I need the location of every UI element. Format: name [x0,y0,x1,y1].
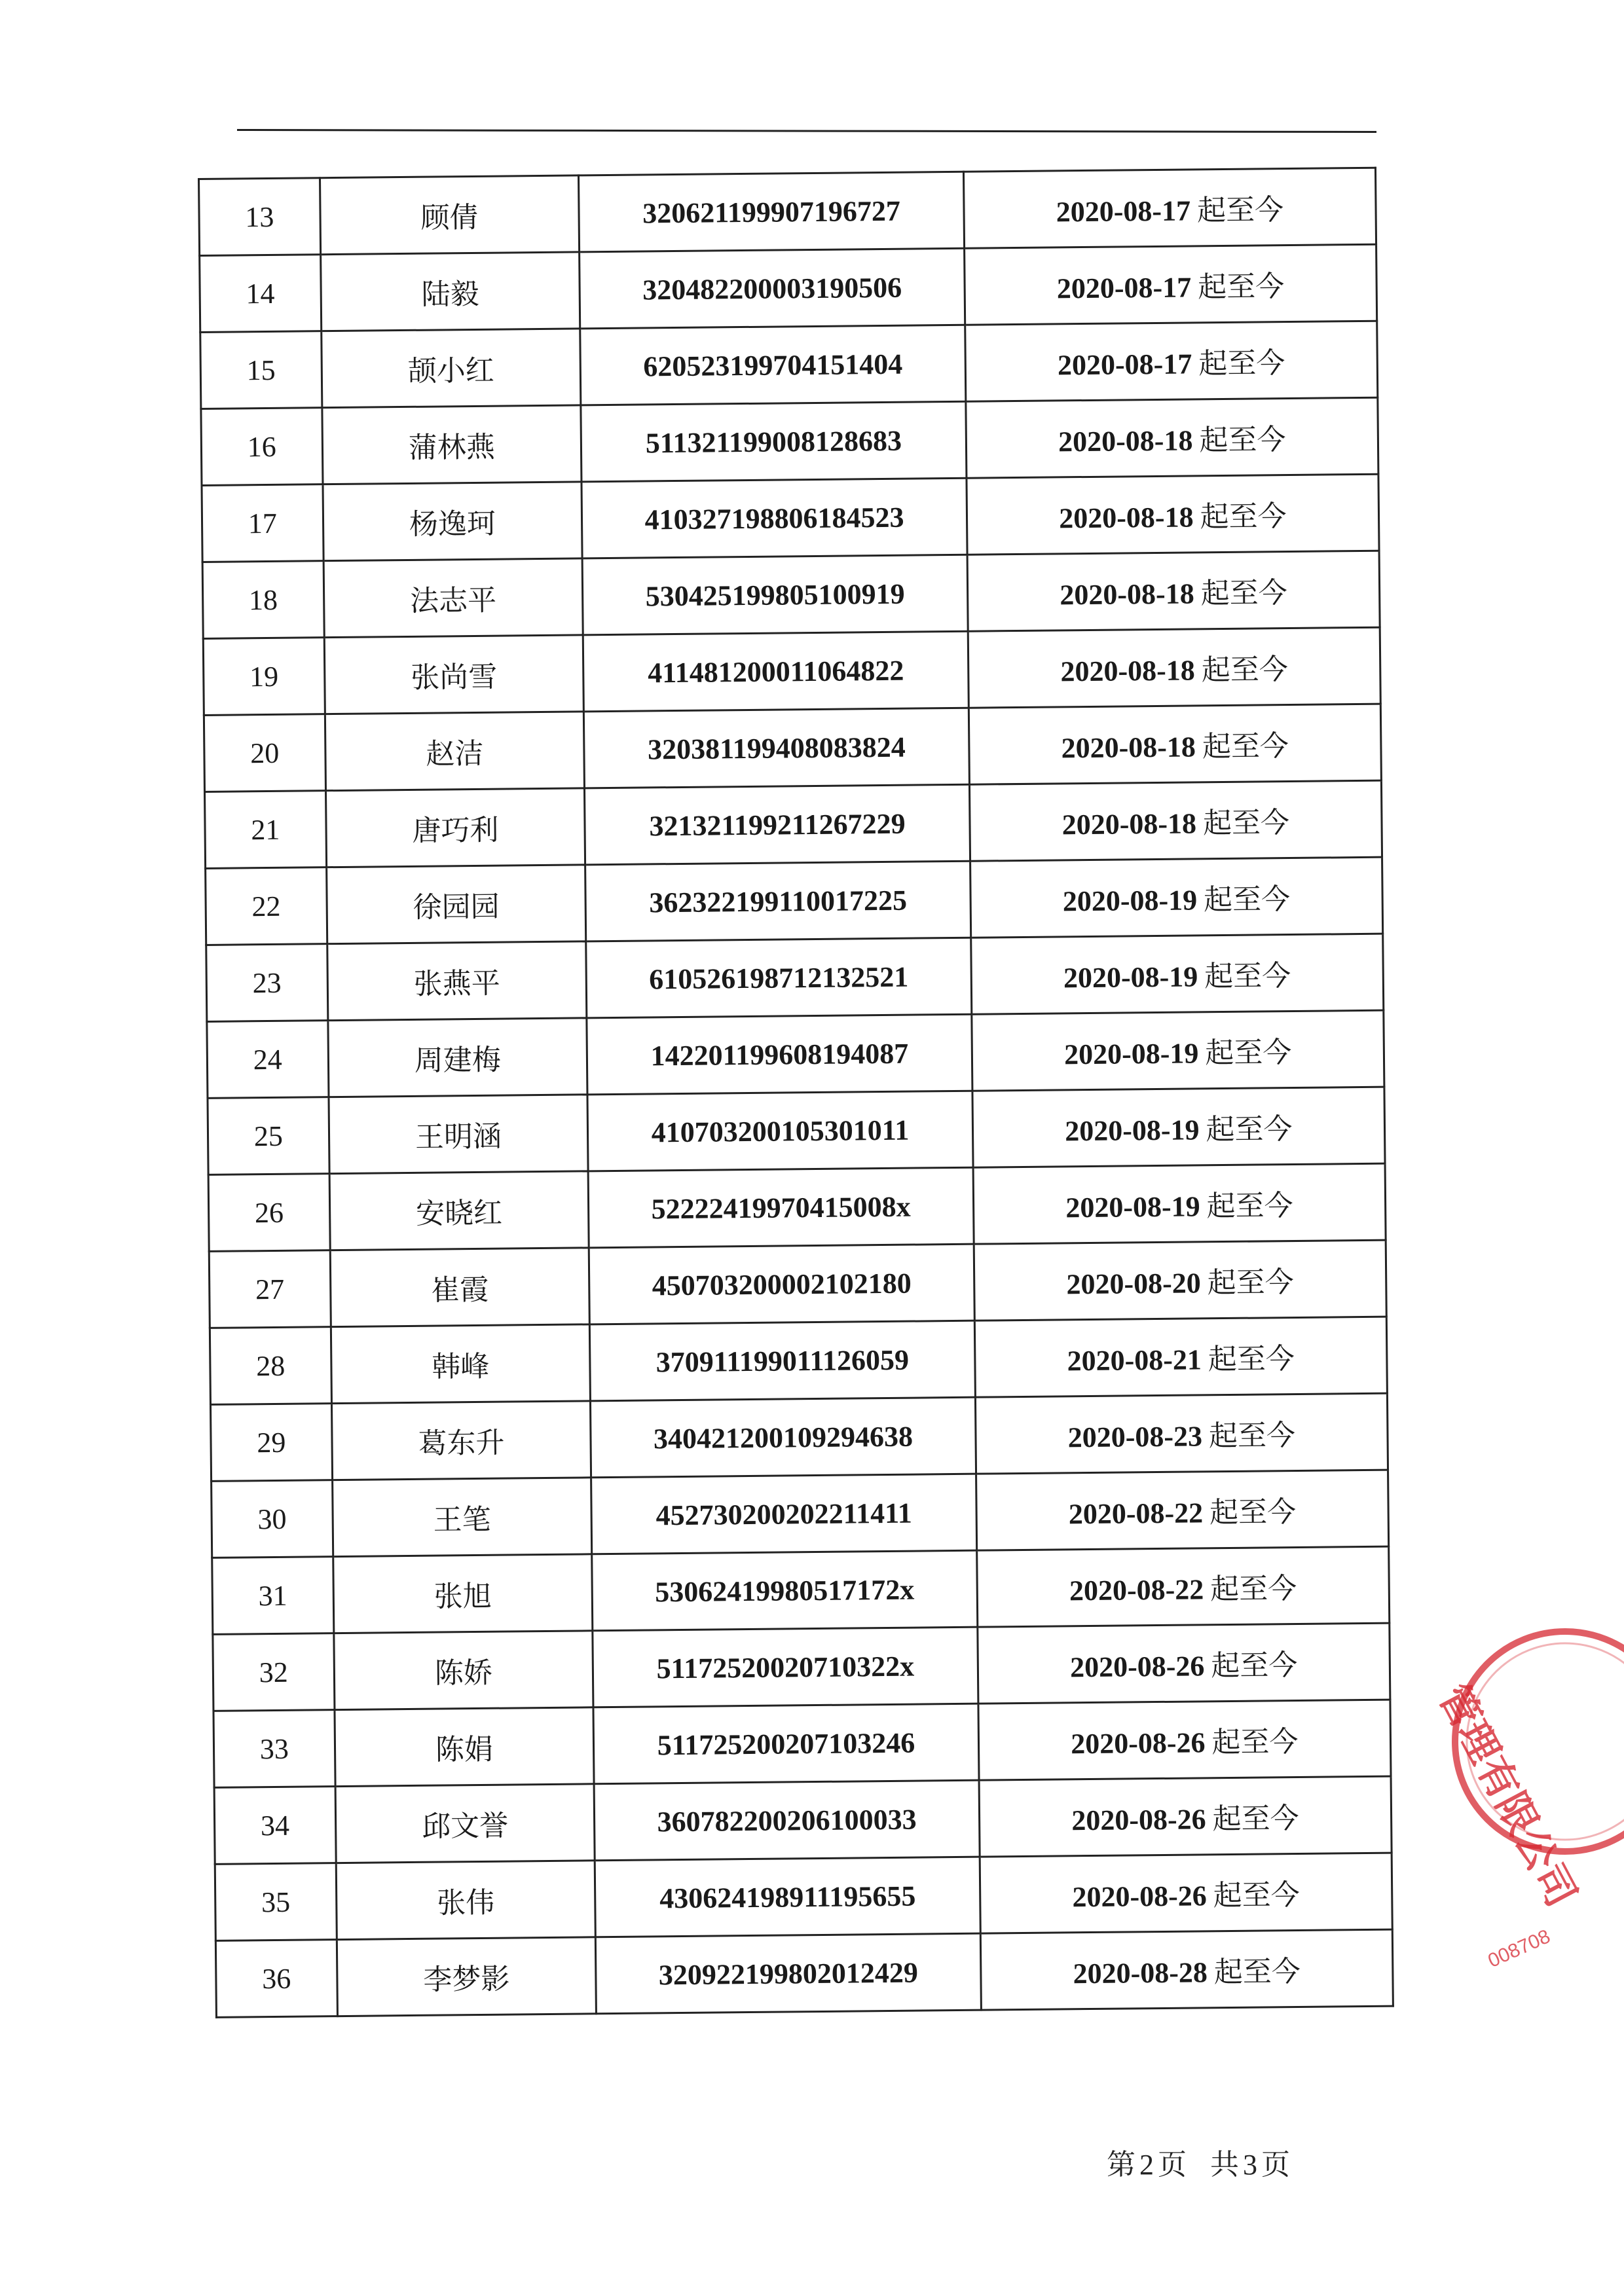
start-date-cell [966,397,1378,478]
id-number-cell: 320922199802012429 [596,1933,982,2014]
start-date-cell [969,780,1382,861]
start-date-suffix: 起至今 [1203,883,1291,917]
start-date: 2020-08-20 [1066,1267,1202,1301]
id-number-cell: 362322199110017225 [585,861,971,941]
footer-total-word: 页 [1261,2148,1290,2181]
id-number-cell: 610526198712132521 [586,938,972,1018]
id-number-cell: 51172520020710322x [593,1627,978,1707]
roster-table-body [199,168,1393,2017]
table-row [206,934,1384,1021]
row-number-cell: 33 [213,1710,335,1788]
start-date: 2020-08-18 [1060,577,1194,611]
start-date-suffix: 起至今 [1196,193,1284,228]
name-cell: 张燕平 [327,941,587,1021]
start-date: 2020-08-17 [1056,194,1191,228]
name-cell: 唐巧利 [325,788,585,867]
id-number-cell: 320621199907196727 [579,172,965,252]
name-cell: 张旭 [333,1554,593,1633]
start-date-suffix: 起至今 [1202,729,1289,764]
id-number-cell: 620523199704151404 [580,325,966,405]
start-date-cell [978,1700,1391,1780]
start-date-suffix: 起至今 [1197,270,1285,304]
row-number-cell: 28 [210,1327,331,1405]
name-cell: 蒲林燕 [322,405,581,484]
start-date-cell [976,1470,1388,1550]
start-date-suffix: 起至今 [1208,1419,1296,1453]
start-date-suffix: 起至今 [1211,1648,1298,1683]
start-date-suffix: 起至今 [1204,959,1291,994]
name-cell: 陈娇 [333,1631,593,1710]
company-seal-code: 008708 [1485,1925,1554,1972]
start-date-cell [963,168,1376,248]
table-row [202,551,1380,638]
table-row [199,168,1376,255]
id-number-cell: 511725200207103246 [593,1704,979,1784]
start-date: 2020-08-18 [1061,807,1197,841]
name-cell: 葛东升 [331,1401,591,1480]
roster-table-wrapper [198,167,1394,2018]
start-date-cell [967,551,1380,631]
row-number-cell: 16 [201,408,323,486]
start-date: 2020-08-26 [1071,1803,1206,1837]
id-number-cell: 511321199008128683 [581,401,967,482]
row-number-cell: 34 [214,1787,336,1865]
page-footer [1107,2141,1290,2183]
footer-total-prefix: 共 [1210,2148,1239,2181]
table-row [200,321,1378,409]
table-row [204,780,1382,868]
start-date: 2020-08-21 [1067,1343,1202,1377]
start-date-suffix: 起至今 [1200,500,1287,534]
start-date-cell [973,1163,1386,1244]
name-cell: 周建梅 [327,1018,587,1097]
row-number-cell: 30 [212,1480,333,1558]
name-cell: 顾倩 [320,175,580,255]
name-cell: 杨逸珂 [323,482,583,561]
table-row [200,244,1377,332]
table-row [213,1700,1391,1787]
name-cell: 韩峰 [331,1324,591,1404]
start-date-suffix: 起至今 [1200,576,1287,611]
row-number-cell: 17 [202,484,323,562]
start-date-cell [974,1240,1386,1321]
start-date: 2020-08-18 [1060,654,1196,688]
start-date-cell [980,1929,1393,2010]
row-number-cell: 31 [212,1557,334,1635]
start-date: 2020-08-26 [1072,1880,1208,1914]
start-date: 2020-08-19 [1063,1037,1199,1071]
start-date: 2020-08-19 [1063,960,1198,994]
start-date: 2020-08-23 [1067,1420,1203,1454]
table-row [212,1546,1390,1634]
start-date-suffix: 起至今 [1205,1036,1292,1070]
start-date-cell [965,321,1377,401]
start-date: 2020-08-22 [1069,1573,1204,1607]
row-number-cell: 22 [206,867,327,945]
start-date-suffix: 起至今 [1207,1266,1295,1300]
row-number-cell: 19 [203,638,325,716]
name-cell: 王明涵 [329,1095,589,1174]
start-date: 2020-08-28 [1073,1956,1208,1990]
footer-page-word: 页 [1158,2148,1187,2181]
start-date: 2020-08-18 [1059,501,1194,535]
start-date-cell [970,857,1382,938]
start-date: 2020-08-17 [1056,271,1192,305]
start-date: 2020-08-19 [1065,1190,1200,1224]
row-number-cell: 24 [207,1021,329,1099]
footer-prefix: 第 [1107,2148,1135,2181]
start-date: 2020-08-17 [1057,348,1192,382]
id-number-cell: 450703200002102180 [589,1244,975,1324]
row-number-cell: 26 [208,1174,330,1252]
row-number-cell: 36 [215,1940,337,2018]
header-rule [237,129,1376,133]
start-date-cell [972,1010,1384,1091]
start-date-cell [968,627,1380,708]
name-cell: 张尚雪 [324,635,584,714]
start-date-suffix: 起至今 [1213,1878,1301,1913]
table-row [201,397,1378,485]
start-date: 2020-08-26 [1069,1650,1205,1684]
table-row [203,627,1380,715]
table-row [210,1393,1388,1481]
id-number-cell: 52222419970415008x [588,1167,974,1248]
id-number-cell: 410703200105301011 [587,1091,973,1171]
table-row [214,1776,1392,1864]
table-row [215,1853,1392,1941]
table-row [208,1163,1386,1251]
table-row [212,1470,1389,1558]
row-number-cell: 27 [209,1250,331,1328]
start-date-cell [978,1623,1390,1704]
row-number-cell: 14 [200,255,322,333]
start-date: 2020-08-26 [1070,1726,1206,1760]
start-date-suffix: 起至今 [1213,1954,1301,1990]
row-number-cell: 20 [204,714,325,792]
start-date: 2020-08-19 [1065,1114,1200,1148]
id-number-cell: 320381199408083824 [584,708,970,788]
start-date: 2020-08-18 [1058,424,1193,458]
id-number-cell: 142201199608194087 [587,1014,972,1095]
row-number-cell: 29 [210,1404,332,1482]
name-cell: 邱文誉 [335,1784,595,1863]
id-number-cell: 530425199805100919 [582,555,968,635]
start-date-cell [975,1393,1388,1474]
name-cell: 安晓红 [329,1171,589,1250]
table-row [208,1087,1385,1175]
table-row [210,1317,1387,1404]
start-date-suffix: 起至今 [1211,1724,1299,1760]
footer-current-page: 2 [1139,2149,1154,2181]
start-date-suffix: 起至今 [1206,1189,1293,1224]
name-cell: 赵洁 [325,712,585,791]
name-cell: 法志平 [323,558,583,638]
id-number-cell: 321321199211267229 [585,784,970,865]
id-number-cell: 411481200011064822 [583,631,969,712]
table-row [213,1623,1390,1711]
name-cell: 崔霞 [330,1248,590,1327]
start-date-suffix: 起至今 [1198,346,1285,381]
start-date-cell [964,244,1376,325]
table-row [204,704,1381,792]
row-number-cell: 35 [215,1863,337,1941]
start-date-cell [970,934,1383,1014]
row-number-cell: 21 [204,791,326,869]
start-date-suffix: 起至今 [1210,1571,1297,1607]
row-number-cell: 15 [200,331,322,409]
start-date-suffix: 起至今 [1201,653,1289,687]
start-date-cell [969,704,1381,784]
start-date-cell [979,1776,1392,1857]
name-cell: 李梦影 [337,1937,597,2016]
start-date-suffix: 起至今 [1199,423,1286,458]
row-number-cell: 23 [206,944,328,1022]
table-row [215,1929,1393,2017]
id-number-cell: 370911199011126059 [590,1321,976,1401]
roster-table [198,167,1394,2018]
row-number-cell: 25 [208,1097,329,1175]
name-cell: 颉小红 [321,329,581,408]
start-date-cell [980,1853,1392,1933]
start-date-suffix: 起至今 [1208,1342,1295,1377]
start-date: 2020-08-22 [1068,1497,1204,1531]
id-number-cell: 452730200202211411 [591,1474,977,1554]
footer-total-pages: 3 [1243,2149,1257,2181]
name-cell: 王笔 [332,1478,592,1557]
start-date-suffix: 起至今 [1209,1495,1297,1530]
start-date-cell [972,1087,1385,1167]
id-number-cell: 340421200109294638 [591,1397,976,1478]
table-row [206,857,1383,945]
start-date: 2020-08-18 [1061,731,1196,765]
name-cell: 徐园园 [326,865,586,944]
company-seal-text: 管理有限公司 [1429,1677,1587,1915]
row-number-cell: 18 [202,561,324,639]
table-row [202,474,1379,562]
start-date-cell [976,1546,1389,1627]
start-date-cell [967,474,1379,555]
name-cell: 陈娟 [335,1707,595,1787]
start-date-suffix: 起至今 [1206,1112,1293,1147]
id-number-cell: 360782200206100033 [594,1780,980,1861]
start-date-cell [974,1317,1387,1397]
id-number-cell: 410327198806184523 [581,478,967,558]
start-date-suffix: 起至今 [1212,1801,1299,1836]
id-number-cell: 430624198911195655 [595,1857,980,1937]
name-cell: 陆毅 [320,252,580,331]
id-number-cell: 320482200003190506 [580,248,965,329]
table-row [207,1010,1384,1098]
row-number-cell: 13 [199,178,321,256]
start-date-suffix: 起至今 [1202,806,1290,841]
name-cell: 张伟 [336,1861,596,1940]
start-date: 2020-08-19 [1062,884,1198,918]
id-number-cell: 53062419980517172x [592,1550,978,1631]
row-number-cell: 32 [213,1633,335,1711]
table-row [209,1240,1386,1328]
